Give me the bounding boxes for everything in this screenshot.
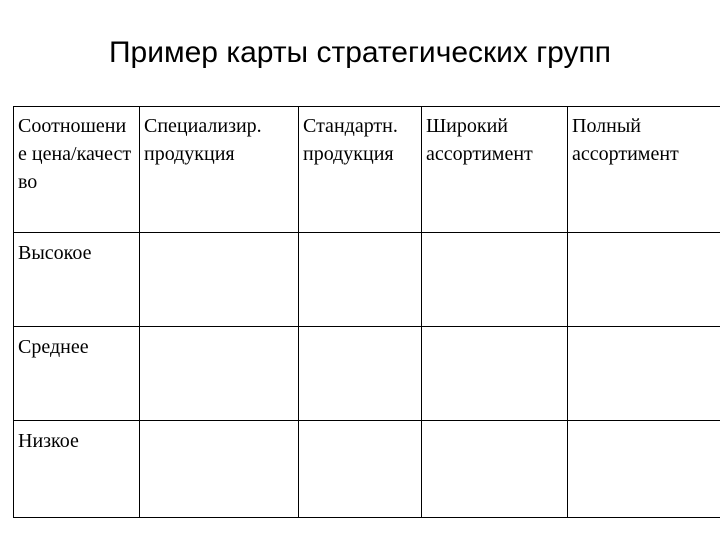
table-cell — [422, 421, 568, 518]
table-row — [14, 327, 720, 421]
row-label: Среднее — [18, 336, 89, 358]
column-label: Широкий ассортимент — [426, 115, 533, 165]
column-label: Стандартн. продукция — [303, 115, 398, 165]
table-cell — [568, 327, 720, 421]
strategic-groups-table — [13, 106, 720, 518]
row-label: Высокое — [18, 242, 92, 264]
table-cell — [140, 233, 299, 327]
header-cell — [140, 107, 299, 233]
table-header-row — [14, 107, 720, 233]
table-cell — [299, 327, 422, 421]
header-cell — [422, 107, 568, 233]
header-cell — [299, 107, 422, 233]
header-cell — [568, 107, 720, 233]
column-label: Специализир. продукция — [144, 115, 262, 165]
row-label: Низкое — [18, 430, 79, 452]
table-row — [14, 233, 720, 327]
table-cell — [568, 233, 720, 327]
slide-title: Пример карты стратегических групп — [108, 36, 612, 69]
table-cell — [299, 421, 422, 518]
header-corner-cell — [14, 107, 140, 233]
table-cell — [140, 327, 299, 421]
table-cell — [422, 327, 568, 421]
table-cell — [422, 233, 568, 327]
table-cell — [568, 421, 720, 518]
row-label-cell — [14, 327, 140, 421]
table-cell — [299, 233, 422, 327]
table-row — [14, 421, 720, 518]
column-label: Полный ассортимент — [572, 115, 679, 165]
row-label-cell — [14, 421, 140, 518]
table-cell — [140, 421, 299, 518]
corner-label: Соотношение цена/качество — [18, 115, 132, 193]
row-label-cell — [14, 233, 140, 327]
